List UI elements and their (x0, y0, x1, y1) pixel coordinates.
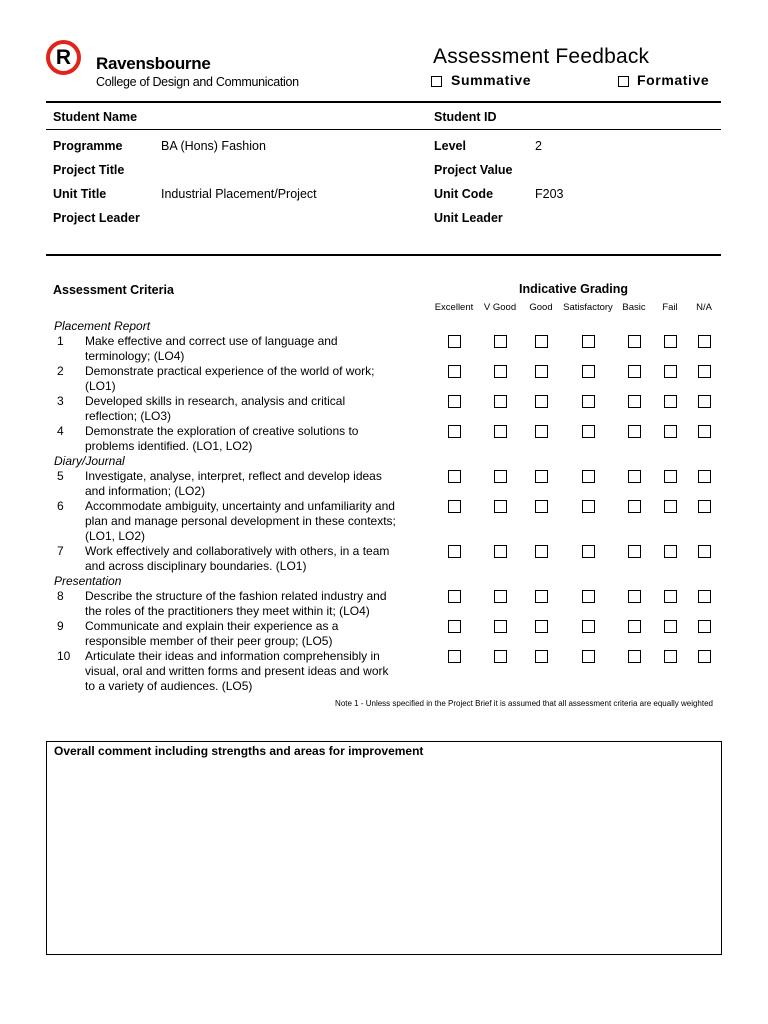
criterion-number: 2 (57, 364, 64, 378)
grade-checkbox[interactable] (448, 425, 461, 438)
grade-checkbox[interactable] (628, 590, 641, 603)
grade-checkbox[interactable] (628, 365, 641, 378)
unit-code-value: F203 (535, 187, 564, 201)
criterion-text: visual, oral and written forms and present ideas and work (85, 664, 389, 678)
grade-header: Satisfactory (563, 302, 613, 313)
criterion-text: responsible member of their peer group; (LO5) (85, 634, 333, 648)
formative-label: Formative (637, 72, 710, 88)
project-leader-label: Project Leader (53, 211, 140, 225)
grade-checkbox[interactable] (698, 335, 711, 348)
unit-leader-label: Unit Leader (434, 211, 503, 225)
grade-checkbox[interactable] (535, 395, 548, 408)
programme-value: BA (Hons) Fashion (161, 139, 266, 153)
grade-checkbox[interactable] (535, 545, 548, 558)
unit-title-label: Unit Title (53, 187, 107, 201)
criterion-number: 6 (57, 499, 64, 513)
grade-header: Excellent (434, 302, 474, 313)
student-name-label: Student Name (53, 110, 138, 124)
criteria-section-title: Presentation (54, 574, 122, 588)
criterion-text: Work effectively and collaboratively with others, in a team (85, 544, 390, 558)
grade-checkbox[interactable] (448, 395, 461, 408)
criterion-text: Communicate and explain their experience as a (85, 619, 339, 633)
overall-comment-title: Overall comment including strengths and areas for improvement (54, 744, 424, 758)
criterion-text: terminology; (LO4) (85, 349, 185, 363)
grade-checkbox[interactable] (698, 365, 711, 378)
grade-checkbox[interactable] (664, 335, 677, 348)
indicative-grading-heading: Indicative Grading (519, 282, 629, 296)
grade-checkbox[interactable] (448, 365, 461, 378)
criterion-number: 3 (57, 394, 64, 408)
grade-checkbox[interactable] (582, 545, 595, 558)
weighting-note: Note 1 - Unless specified in the Project Brief it is assumed that all assessment criteria are equally weighted (335, 699, 713, 708)
page-title: Assessment Feedback (433, 45, 650, 68)
grade-header: N/A (696, 302, 712, 313)
grade-checkbox[interactable] (582, 590, 595, 603)
grade-checkbox[interactable] (494, 425, 507, 438)
grade-checkbox[interactable] (494, 650, 507, 663)
grade-checkbox[interactable] (535, 425, 548, 438)
grade-checkbox[interactable] (698, 395, 711, 408)
logo-letter: R (55, 46, 72, 69)
grade-checkbox[interactable] (494, 545, 507, 558)
grade-checkbox[interactable] (448, 650, 461, 663)
criterion-number: 4 (57, 424, 64, 438)
project-value-label: Project Value (434, 163, 513, 177)
project-title-label: Project Title (53, 163, 125, 177)
grade-header: Good (529, 302, 553, 313)
grade-checkbox[interactable] (664, 545, 677, 558)
grade-checkbox[interactable] (628, 620, 641, 633)
criteria-section-title: Placement Report (54, 319, 151, 333)
grade-checkbox[interactable] (664, 590, 677, 603)
grade-checkbox[interactable] (698, 620, 711, 633)
criterion-number: 7 (57, 544, 64, 558)
grade-header: V Good (483, 302, 517, 313)
criterion-text: Accommodate ambiguity, uncertainty and unfamiliarity and (85, 499, 395, 513)
grade-checkbox[interactable] (628, 470, 641, 483)
level-label: Level (434, 139, 466, 153)
grade-checkbox[interactable] (582, 335, 595, 348)
grade-checkbox[interactable] (582, 650, 595, 663)
grade-checkbox[interactable] (698, 470, 711, 483)
college-logo (46, 40, 81, 75)
criterion-number: 1 (57, 334, 64, 348)
grade-checkbox[interactable] (535, 620, 548, 633)
criteria-section-title: Diary/Journal (54, 454, 125, 468)
grade-checkbox[interactable] (628, 650, 641, 663)
grade-checkbox[interactable] (664, 395, 677, 408)
criterion-text: Describe the structure of the fashion related industry and (85, 589, 387, 603)
grade-header: Fail (662, 302, 678, 313)
header-divider (46, 101, 721, 103)
grade-checkbox[interactable] (535, 590, 548, 603)
summative-label: Summative (451, 72, 532, 88)
grade-checkbox[interactable] (582, 470, 595, 483)
grade-checkbox[interactable] (582, 425, 595, 438)
grade-checkbox[interactable] (664, 620, 677, 633)
grade-checkbox[interactable] (664, 365, 677, 378)
criterion-text: and information; (LO2) (85, 484, 206, 498)
grade-checkbox[interactable] (698, 545, 711, 558)
criterion-text: Articulate their ideas and information comprehensibly in (85, 649, 380, 663)
grade-checkbox[interactable] (494, 395, 507, 408)
grade-checkbox[interactable] (582, 620, 595, 633)
info-divider (46, 254, 721, 256)
grade-checkbox[interactable] (494, 500, 507, 513)
formative-checkbox[interactable] (618, 76, 629, 87)
grade-checkbox[interactable] (582, 500, 595, 513)
grade-checkbox[interactable] (494, 365, 507, 378)
grade-checkbox[interactable] (448, 620, 461, 633)
student-id-label: Student ID (434, 110, 497, 124)
unit-title-value: Industrial Placement/Project (161, 187, 317, 201)
grade-checkbox[interactable] (494, 470, 507, 483)
grade-checkbox[interactable] (664, 500, 677, 513)
criterion-number: 8 (57, 589, 64, 603)
grade-checkbox[interactable] (628, 335, 641, 348)
criterion-text: (LO1, LO2) (85, 529, 146, 543)
criterion-text: and across disciplinary boundaries. (LO1) (85, 559, 307, 573)
grade-checkbox[interactable] (628, 545, 641, 558)
grade-checkbox[interactable] (535, 335, 548, 348)
grade-checkbox[interactable] (698, 650, 711, 663)
level-value: 2 (535, 139, 542, 153)
overall-comment-box[interactable] (46, 741, 722, 955)
criterion-text: Demonstrate practical experience of the world of work; (85, 364, 375, 378)
grade-checkbox[interactable] (448, 335, 461, 348)
criterion-text: reflection; (LO3) (85, 409, 172, 423)
grade-checkbox[interactable] (535, 650, 548, 663)
criterion-text: plan and manage personal development in these contexts; (85, 514, 396, 528)
grade-checkbox[interactable] (494, 335, 507, 348)
grade-checkbox[interactable] (664, 425, 677, 438)
grade-checkbox[interactable] (664, 470, 677, 483)
grade-checkbox[interactable] (698, 590, 711, 603)
criterion-text: problems identified. (LO1, LO2) (85, 439, 253, 453)
criterion-text: to a variety of audiences. (LO5) (85, 679, 253, 693)
grade-header: Basic (622, 302, 646, 313)
grade-checkbox[interactable] (535, 500, 548, 513)
criterion-text: Make effective and correct use of language and (85, 334, 338, 348)
summative-checkbox[interactable] (431, 76, 442, 87)
grade-checkbox[interactable] (698, 425, 711, 438)
criterion-text: Developed skills in research, analysis and critical (85, 394, 346, 408)
grade-checkbox[interactable] (494, 590, 507, 603)
grade-checkbox[interactable] (448, 590, 461, 603)
student-divider (46, 129, 721, 130)
grade-checkbox[interactable] (494, 620, 507, 633)
programme-label: Programme (53, 139, 123, 153)
criterion-text: Investigate, analyse, interpret, reflect and develop ideas (85, 469, 382, 483)
grade-checkbox[interactable] (698, 500, 711, 513)
criterion-text: the roles of the practitioners they meet within it; (LO4) (85, 604, 370, 618)
grade-checkbox[interactable] (448, 470, 461, 483)
criterion-number: 10 (57, 649, 71, 663)
grade-checkbox[interactable] (448, 500, 461, 513)
grade-checkbox[interactable] (535, 470, 548, 483)
grade-checkbox[interactable] (582, 365, 595, 378)
grade-checkbox[interactable] (628, 395, 641, 408)
grade-checkbox[interactable] (582, 395, 595, 408)
criterion-number: 9 (57, 619, 64, 633)
criterion-text: Demonstrate the exploration of creative solutions to (85, 424, 359, 438)
grade-checkbox[interactable] (628, 425, 641, 438)
college-subtitle: College of Design and Communication (96, 75, 299, 89)
grade-checkbox[interactable] (664, 650, 677, 663)
criterion-number: 5 (57, 469, 64, 483)
unit-code-label: Unit Code (434, 187, 494, 201)
grade-checkbox[interactable] (628, 500, 641, 513)
grade-checkbox[interactable] (535, 365, 548, 378)
grade-checkbox[interactable] (448, 545, 461, 558)
criterion-text: (LO1) (85, 379, 116, 393)
college-name: Ravensbourne (96, 54, 211, 73)
assessment-criteria-heading: Assessment Criteria (53, 283, 174, 297)
